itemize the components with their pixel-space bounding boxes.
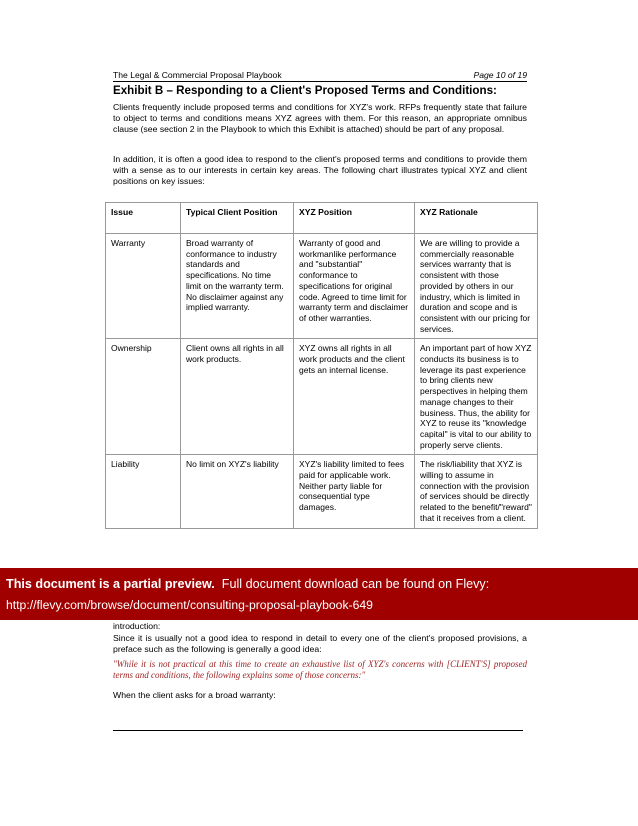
page-number: Page 10 of 19 [473,70,527,80]
table-row [106,339,538,455]
cell-client-position: Client owns all rights in all work products. [181,339,294,455]
footer-divider [113,730,523,731]
preface-paragraph: Since it is usually not a good idea to respond in detail to every one of the client's proposed provisions, a preface such as the following is generally a good idea: [113,633,527,654]
warranty-intro: When the client asks for a broad warranty: [113,690,276,700]
running-header [113,70,527,82]
preface-quote: "While it is not practical at this time to create an exhaustive list of XYZ's concerns with [CLIENT'S] proposed terms and conditions, the following explains some of those concerns:" [113,659,527,681]
header-xyz-rationale: XYZ Rationale [415,203,538,234]
cell-client-position: No limit on XYZ's liability [181,455,294,528]
cell-issue: Liability [106,455,181,528]
header-issue: Issue [106,203,181,234]
preview-notice-rest: Full document download can be found on Flevy: [214,577,490,591]
cell-issue: Ownership [106,339,181,455]
introduction-fragment: introduction: [113,621,161,631]
download-link[interactable]: http://flevy.com/browse/document/consulting-proposal-playbook-649 [6,598,373,612]
cell-client-position: Broad warranty of conformance to industry standards and specifications. No time limit on the warranty term. No disclaimer against any implied warranty. [181,234,294,339]
preview-notice [6,577,489,591]
exhibit-title: Exhibit B – Responding to a Client's Proposed Terms and Conditions: [113,84,497,97]
chart-intro-paragraph: In addition, it is often a good idea to respond to the client's proposed terms and conditions to provide them with a sense as to our interests in certain key areas. The following chart illustrates typical XYZ and client positions on key issues: [113,154,527,186]
header-client-position: Typical Client Position [181,203,294,234]
cell-xyz-rationale: The risk/liability that XYZ is willing to assume in connection with the provision of services should be directly related to the benefit/"reward" that it receives from a client. [415,455,538,528]
cell-xyz-position: Warranty of good and workmanlike performance and "substantial" conformance to specifications for original code. Agreed to time limit for warranty term and disclaimer of other warranties. [294,234,415,339]
book-title: The Legal & Commercial Proposal Playbook [113,70,282,80]
header-xyz-position: XYZ Position [294,203,415,234]
intro-paragraph: Clients frequently include proposed terms and conditions for XYZ's work. RFPs frequently state that failure to object to terms and conditions means XYZ agrees with them. For this reason, an appropriate omnibus clause (see section 2 in the Playbook to which this Exhibit is attached) should be part of any proposal. [113,102,527,134]
cell-issue: Warranty [106,234,181,339]
table-row [106,455,538,528]
cell-xyz-position: XYZ's liability limited to fees paid for applicable work. Neither party liable for consequential type damages. [294,455,415,528]
preview-notice-bold: This document is a partial preview. [6,577,215,591]
preview-banner [0,568,638,620]
positions-table [105,202,538,529]
table-header-row [106,203,538,234]
cell-xyz-position: XYZ owns all rights in all work products and the client gets an internal license. [294,339,415,455]
table-row [106,234,538,339]
cell-xyz-rationale: We are willing to provide a commercially reasonable services warranty that is consistent with those provided by others in our industry, which is limited in duration and scope and is consistent with our pricing for services. [415,234,538,339]
cell-xyz-rationale: An important part of how XYZ conducts its business is to leverage its past experience to bring clients new perspectives in helping them manage changes to their business. Thus, the ability for XYZ to reuse its "knowledge capital" is vital to our ability to properly serve clients. [415,339,538,455]
